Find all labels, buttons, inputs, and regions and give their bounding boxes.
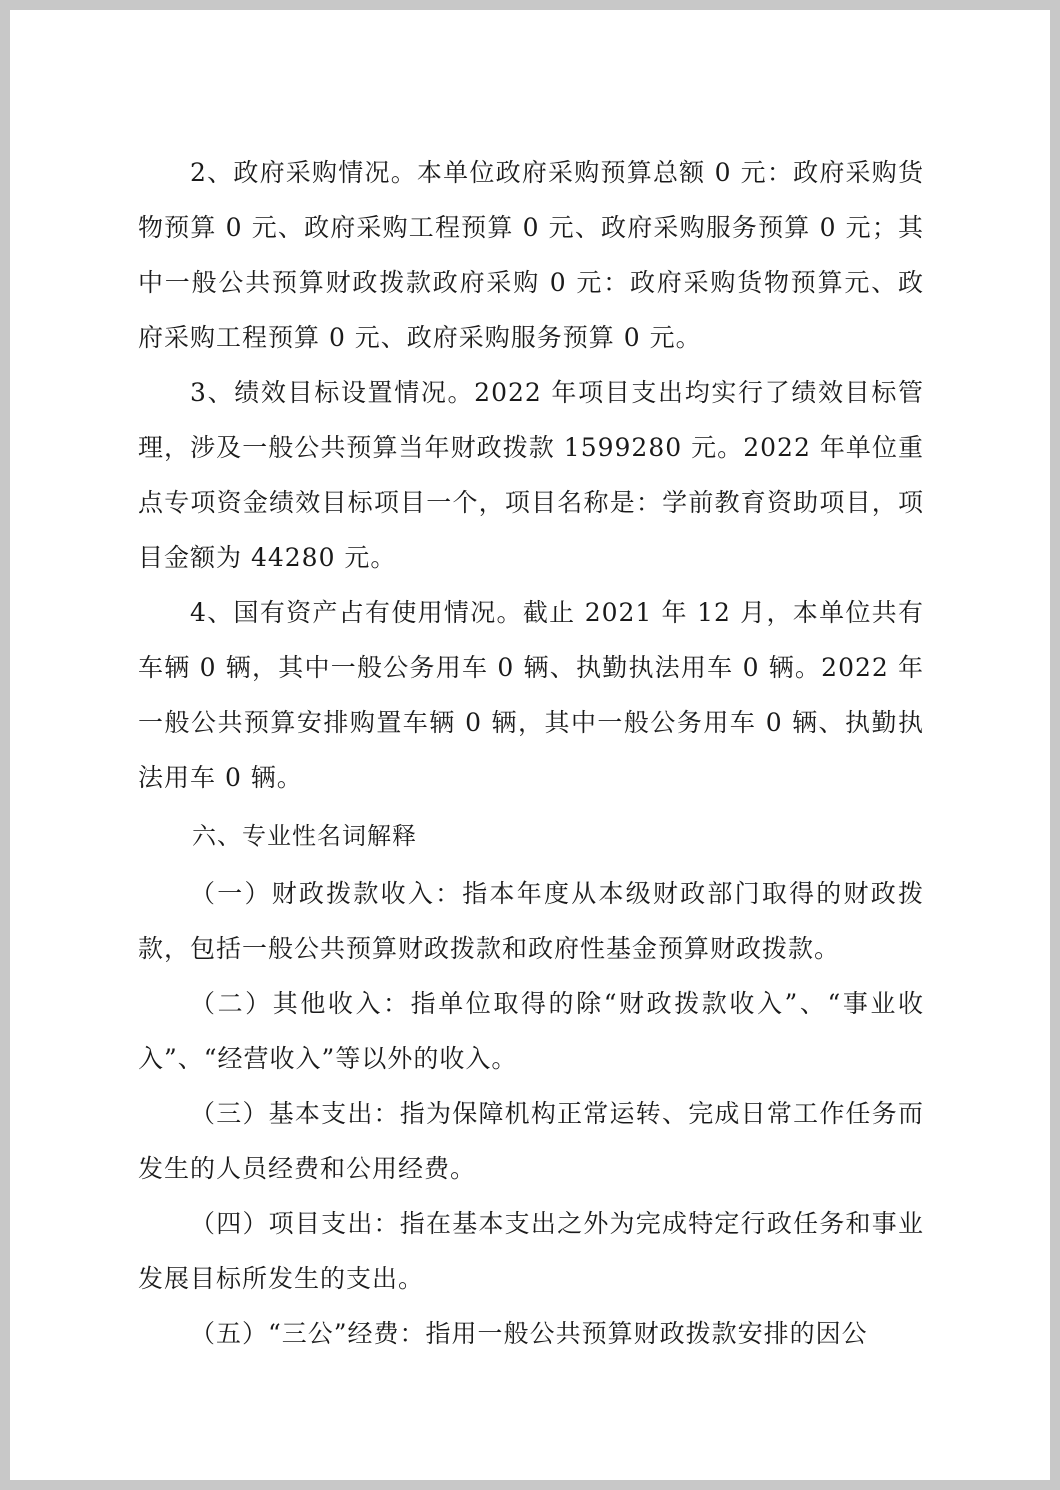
document-page bbox=[10, 10, 1050, 1480]
section-heading-terminology: 六、专业性名词解释 bbox=[192, 822, 417, 850]
paragraph-term-other-income: （二）其他收入：指单位取得的除“财政拨款收入”、“事业收入”、“经营收入”等以外的收入。 bbox=[138, 989, 924, 1073]
paragraph-term-three-public-expenses: （五）“三公”经费：指用一般公共预算财政拨款安排的因公 bbox=[190, 1319, 868, 1348]
paragraph-government-procurement: 2、政府采购情况。本单位政府采购预算总额 0 元：政府采购货物预算 0 元、政府采购工程预算 0 元、政府采购服务预算 0 元；其中一般公共预算财政拨款政府采购 0 元：政府采购货物预算元、政府采购工程预算 0 元、政府采购服务预算 0 元。 bbox=[138, 158, 924, 352]
paragraph-state-assets: 4、国有资产占有使用情况。截止 2021 年 12 月，本单位共有车辆 0 辆，其中一般公务用车 0 辆、执勤执法用车 0 辆。2022 年一般公共预算安排购置车辆 0 辆，其中一般公务用车 0 辆、执勤执法用车 0 辆。 bbox=[138, 598, 924, 792]
document-body bbox=[138, 145, 924, 1361]
paragraph-term-basic-expenditure: （三）基本支出：指为保障机构正常运转、完成日常工作任务而发生的人员经费和公用经费。 bbox=[138, 1099, 924, 1183]
paragraph-term-project-expenditure: （四）项目支出：指在基本支出之外为完成特定行政任务和事业发展目标所发生的支出。 bbox=[138, 1209, 924, 1293]
paragraph-term-fiscal-appropriation: （一）财政拨款收入：指本年度从本级财政部门取得的财政拨款，包括一般公共预算财政拨款和政府性基金预算财政拨款。 bbox=[138, 879, 924, 963]
paragraph-performance-targets: 3、绩效目标设置情况。2022 年项目支出均实行了绩效目标管理，涉及一般公共预算当年财政拨款 1599280 元。2022 年单位重点专项资金绩效目标项目一个，项目名称是：学前教育资助项目，项目金额为 44280 元。 bbox=[138, 378, 924, 572]
